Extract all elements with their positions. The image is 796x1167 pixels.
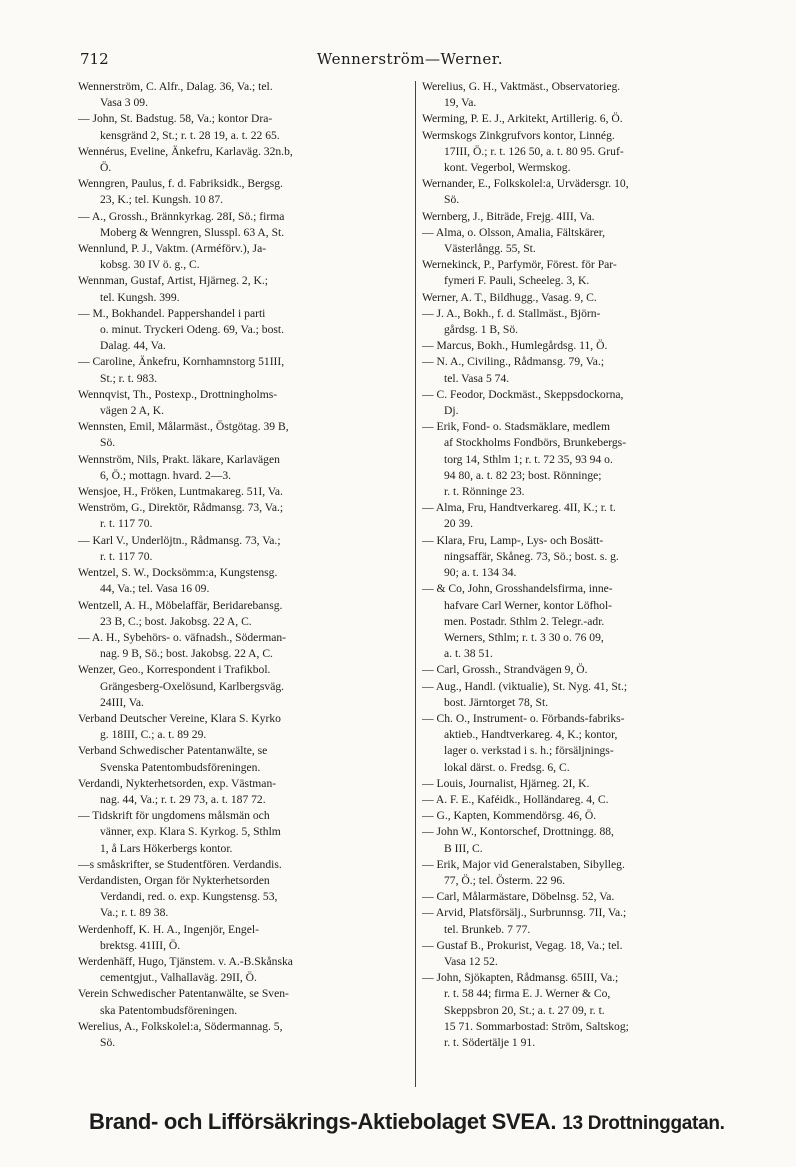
- directory-entry-line: lokal därst. o. Fredsg. 6, C.: [444, 760, 570, 774]
- directory-entry-line: — John, St. Badstug. 58, Va.; kontor Dra-: [78, 112, 273, 126]
- running-head: Wennerström—Werner.: [316, 50, 504, 68]
- directory-entry-line: 44, Va.; tel. Vasa 16 09.: [100, 582, 210, 596]
- directory-entry-line: gårdsg. 1 B, Sö.: [444, 323, 519, 337]
- directory-entry-line: Wentzell, A. H., Möbelaffär, Beridarebansg.: [78, 598, 283, 612]
- directory-entry-line: Verband Schwedischer Patentanwälte, se: [78, 744, 268, 758]
- directory-entry-line: 23 B, C.; bost. Jakobsg. 22 A, C.: [100, 614, 252, 628]
- directory-entry-line: — John W., Kontorschef, Drottningg. 88,: [422, 825, 614, 839]
- directory-entry-line: Sö.: [100, 436, 116, 450]
- directory-entry-line: 15 71. Sommarbostad: Ström, Saltskog;: [444, 1019, 629, 1033]
- directory-entry-line: — Marcus, Bokh., Humlegårdsg. 11, Ö.: [422, 339, 608, 353]
- directory-entry-line: Wermskogs Zinkgrufvors kontor, Linnég.: [422, 128, 615, 142]
- directory-entry-line: hafvare Carl Werner, kontor Löfhol-: [444, 598, 613, 612]
- advertisement-banner: [89, 1101, 725, 1143]
- directory-entry-line: Västerlångg. 55, St.: [444, 242, 536, 256]
- directory-entry-line: — Caroline, Änkefru, Kornhamnstorg 51III,: [78, 355, 285, 369]
- page-number: 712: [80, 50, 109, 68]
- directory-entry-line: St.; r. t. 983.: [100, 371, 158, 385]
- directory-entry-line: Vasa 3 09.: [100, 96, 148, 110]
- directory-entry-line: r. t. Rönninge 23.: [444, 485, 525, 499]
- directory-entry-line: Moberg & Wenngren, Slusspl. 63 A, St.: [100, 225, 285, 239]
- directory-entry-line: — Aug., Handl. (viktualie), St. Nyg. 41, St.;: [422, 679, 628, 693]
- left-column: [78, 79, 408, 1089]
- directory-entry-line: Sö.: [444, 193, 460, 207]
- directory-entry-line: 6, Ö.; mottagn. hvard. 2—3.: [100, 468, 232, 482]
- directory-entry-line: 77, Ö.; tel. Österm. 22 96.: [444, 873, 566, 887]
- directory-entry-line: Verband Deutscher Vereine, Klara S. Kyrko: [78, 711, 281, 725]
- directory-entry-line: Wernberg, J., Biträde, Frejg. 4III, Va.: [422, 209, 595, 223]
- directory-entry-line: — Erik, Fond- o. Stadsmäklare, medlem: [422, 420, 611, 434]
- directory-entry-line: — G., Kapten, Kommendörsg. 46, Ö.: [422, 809, 597, 823]
- directory-entry-line: — Erik, Major vid Generalstaben, Sibylleg.: [422, 857, 625, 871]
- directory-entry-line: vänner, exp. Klara S. Kyrkog. 5, Sthlm: [100, 825, 281, 839]
- directory-entry-line: Verein Schwedischer Patentanwälte, se Sven-: [78, 987, 289, 1001]
- directory-entry-line: ska Patentombudsföreningen.: [100, 1003, 238, 1017]
- directory-entry-line: ningsaffär, Skåneg. 73, Sö.; bost. s. g.: [444, 549, 619, 563]
- directory-entry-line: Verdandisten, Organ för Nykterhetsorden: [78, 873, 270, 887]
- directory-entry-line: Werners, Sthlm; r. t. 3 30 o. 76 09,: [444, 630, 604, 644]
- directory-entry-line: kont. Vegerbol, Wermskog.: [444, 161, 571, 175]
- directory-entry-line: tel. Kungsh. 399.: [100, 290, 180, 304]
- advertisement-address: 13 Drottninggatan.: [562, 1113, 725, 1134]
- directory-entry-line: Werelius, G. H., Vaktmäst., Observatorieg.: [422, 80, 621, 93]
- directory-entry-line: Svenska Patentombudsföreningen.: [100, 760, 261, 774]
- directory-entry-line: Wennqvist, Th., Postexp., Drottningholms-: [78, 387, 278, 401]
- directory-entry-line: Verdandi, red. o. exp. Kungstensg. 53,: [100, 890, 278, 904]
- directory-entry-line: Sö.: [100, 1035, 116, 1049]
- directory-entry-line: Wenngren, Paulus, f. d. Fabriksidk., Bergsg.: [78, 177, 283, 191]
- directory-entry-line: — Gustaf B., Prokurist, Vegag. 18, Va.; tel.: [422, 938, 623, 952]
- directory-entry-line: Grängesberg-Oxelösund, Karlbergsväg.: [100, 679, 285, 693]
- directory-entry-line: men. Postadr. Sthlm 2. Telegr.-adr.: [444, 614, 605, 628]
- directory-entry-line: — C. Feodor, Dockmäst., Skeppsdockorna,: [422, 387, 624, 401]
- directory-entry-line: Wennström, Nils, Prakt. läkare, Karlavägen: [78, 452, 280, 466]
- directory-entry-line: Wennsten, Emil, Målarmäst., Östgötag. 39 B,: [78, 420, 289, 434]
- directory-entry-line: — Alma, Fru, Handtverkareg. 4II, K.; r. t.: [422, 501, 616, 515]
- page-header: [80, 50, 740, 74]
- directory-entry-line: nag. 9 B, Sö.; bost. Jakobsg. 22 A, C.: [100, 647, 273, 661]
- directory-entry-line: — A. F. E., Kaféidk., Holländareg. 4, C.: [422, 792, 609, 806]
- directory-entry-line: Wennerström, C. Alfr., Dalag. 36, Va.; tel.: [78, 80, 273, 93]
- directory-entry-line: — Alma, o. Olsson, Amalia, Fältskärer,: [422, 225, 606, 239]
- directory-entry-line: B III, C.: [444, 841, 483, 855]
- directory-entry-line: Wernander, E., Folkskolel:a, Urvädersgr. 10,: [422, 177, 629, 191]
- directory-entry-line: 90; a. t. 134 34.: [444, 566, 517, 580]
- directory-entry-line: Ö.: [100, 161, 112, 175]
- directory-entry-line: tel. Brunkeb. 7 77.: [444, 922, 531, 936]
- directory-entry-line: Wennérus, Eveline, Änkefru, Karlaväg. 32n.b,: [78, 144, 293, 158]
- directory-entry-line: 1, å Lars Hökerbergs kontor.: [100, 841, 233, 855]
- directory-entry-line: Werdenhoff, K. H. A., Ingenjör, Engel-: [78, 922, 259, 936]
- directory-entry-line: g. 18III, C.; a. t. 89 29.: [100, 728, 207, 742]
- directory-entry-line: 24III, Va.: [100, 695, 144, 709]
- directory-entry-line: 17III, Ö.; r. t. 126 50, a. t. 80 95. Gruf-: [444, 144, 624, 158]
- directory-entry-line: lager o. verkstad i s. h.; försäljnings-: [444, 744, 614, 758]
- directory-entry-line: — Karl V., Underlöjtn., Rådmansg. 73, Va.;: [78, 533, 281, 547]
- directory-entry-line: Wennlund, P. J., Vaktm. (Arméförv.), Ja-: [78, 242, 267, 256]
- directory-entry-line: a. t. 38 51.: [444, 647, 493, 661]
- directory-entry-line: r. t. 58 44; firma E. J. Werner & Co,: [444, 987, 611, 1001]
- directory-entry-line: Wenzer, Geo., Korrespondent i Trafikbol.: [78, 663, 271, 677]
- directory-entry-line: —s småskrifter, se Studentfören. Verdandis.: [78, 857, 282, 871]
- directory-entry-line: — Arvid, Platsförsälj., Surbrunnsg. 7II, Va.;: [422, 906, 627, 920]
- directory-entry-line: Verdandi, Nykterhetsorden, exp. Västman-: [78, 776, 277, 790]
- directory-entry-line: Wensjoe, H., Fröken, Luntmakareg. 51I, Va.: [78, 485, 283, 499]
- directory-entry-line: — Tidskrift för ungdomens målsmän och: [78, 809, 270, 823]
- directory-entry-line: — Klara, Fru, Lamp-, Lys- och Bosätt-: [422, 533, 604, 547]
- directory-entry-line: — Carl, Målarmästare, Döbelnsg. 52, Va.: [422, 890, 615, 904]
- directory-entry-line: cementgjut., Valhallaväg. 29II, Ö.: [100, 971, 257, 985]
- directory-entry-line: — Louis, Journalist, Hjärneg. 2I, K.: [422, 776, 590, 790]
- directory-entry-line: Werdenhäff, Hugo, Tjänstem. v. A.-B.Skånska: [78, 954, 293, 968]
- column-divider: [415, 81, 416, 1087]
- directory-entry-line: fymeri F. Pauli, Scheeleg. 3, K.: [444, 274, 590, 288]
- directory-entry-line: Werming, P. E. J., Arkitekt, Artillerig. 6, Ö.: [422, 112, 623, 126]
- directory-entry-line: Werner, A. T., Bildhugg., Vasag. 9, C.: [422, 290, 597, 304]
- directory-entry-line: — John, Sjökapten, Rådmansg. 65III, Va.;: [422, 971, 619, 985]
- directory-entry-line: o. minut. Tryckeri Odeng. 69, Va.; bost.: [100, 323, 284, 337]
- directory-entry-line: 20 39.: [444, 517, 473, 531]
- directory-entry-line: bost. Järntorget 78, St.: [444, 695, 549, 709]
- directory-entry-line: aktieb., Handtverkareg. 4, K.; kontor,: [444, 728, 618, 742]
- directory-entry-line: Dalag. 44, Va.: [100, 339, 166, 353]
- directory-entry-line: Wernekinck, P., Parfymör, Förest. för Par-: [422, 258, 617, 272]
- directory-entry-line: — A. H., Sybehörs- o. väfnadsh., Söderman-: [78, 630, 287, 644]
- directory-entry-line: Va.; r. t. 89 38.: [100, 906, 169, 920]
- directory-entry-line: — M., Bokhandel. Pappershandel i parti: [78, 306, 266, 320]
- directory-entry-line: — J. A., Bokh., f. d. Stallmäst., Björn-: [422, 306, 601, 320]
- directory-entry-line: af Stockholms Fondbörs, Brunkebergs-: [444, 436, 627, 450]
- directory-entry-line: r. t. 117 70.: [100, 517, 153, 531]
- directory-entry-line: Wentzel, S. W., Docksömm:a, Kungstensg.: [78, 566, 278, 580]
- directory-entry-line: kensgränd 2, St.; r. t. 28 19, a. t. 22 65.: [100, 128, 280, 142]
- directory-entry-line: Werelius, A., Folkskolel:a, Södermannag. 5,: [78, 1019, 283, 1033]
- right-column: [422, 79, 742, 1089]
- directory-entry-line: brektsg. 41III, Ö.: [100, 938, 181, 952]
- directory-entry-line: — Ch. O., Instrument- o. Förbands-fabriks-: [422, 711, 625, 725]
- directory-entry-line: Skeppsbron 20, St.; a. t. 27 09, r. t.: [444, 1003, 605, 1017]
- directory-entry-line: Vasa 12 52.: [444, 954, 498, 968]
- directory-entry-line: 23, K.; tel. Kungsh. 10 87.: [100, 193, 224, 207]
- directory-entry-line: tel. Vasa 5 74.: [444, 371, 510, 385]
- directory-entry-line: r. t. 117 70.: [100, 549, 153, 563]
- directory-columns: [78, 79, 742, 1089]
- directory-entry-line: Wenström, G., Direktör, Rådmansg. 73, Va.;: [78, 501, 284, 515]
- directory-entry-line: r. t. Södertälje 1 91.: [444, 1035, 536, 1049]
- directory-entry-line: nag. 44, Va.; r. t. 29 73, a. t. 187 72.: [100, 792, 266, 806]
- directory-entry-line: vägen 2 A, K.: [100, 404, 165, 418]
- directory-entry-line: 94 80, a. t. 82 23; bost. Rönninge;: [444, 468, 602, 482]
- directory-entry-line: 19, Va.: [444, 96, 477, 110]
- directory-entry-line: — A., Grossh., Brännkyrkag. 28I, Sö.; firma: [78, 209, 285, 223]
- directory-entry-line: kobsg. 30 IV ö. g., C.: [100, 258, 200, 272]
- directory-entry-line: — & Co, John, Grosshandelsfirma, inne-: [422, 582, 613, 596]
- advertisement-text: Brand- och Lifförsäkrings-Aktiebolaget SVEA.: [89, 1109, 557, 1134]
- directory-entry-line: — N. A., Civiling., Rådmansg. 79, Va.;: [422, 355, 605, 369]
- directory-entry-line: Dj.: [444, 404, 459, 418]
- directory-entry-line: — Carl, Grossh., Strandvägen 9, Ö.: [422, 663, 588, 677]
- directory-entry-line: torg 14, Sthlm 1; r. t. 72 35, 93 94 o.: [444, 452, 613, 466]
- directory-entry-line: Wennman, Gustaf, Artist, Hjärneg. 2, K.;: [78, 274, 269, 288]
